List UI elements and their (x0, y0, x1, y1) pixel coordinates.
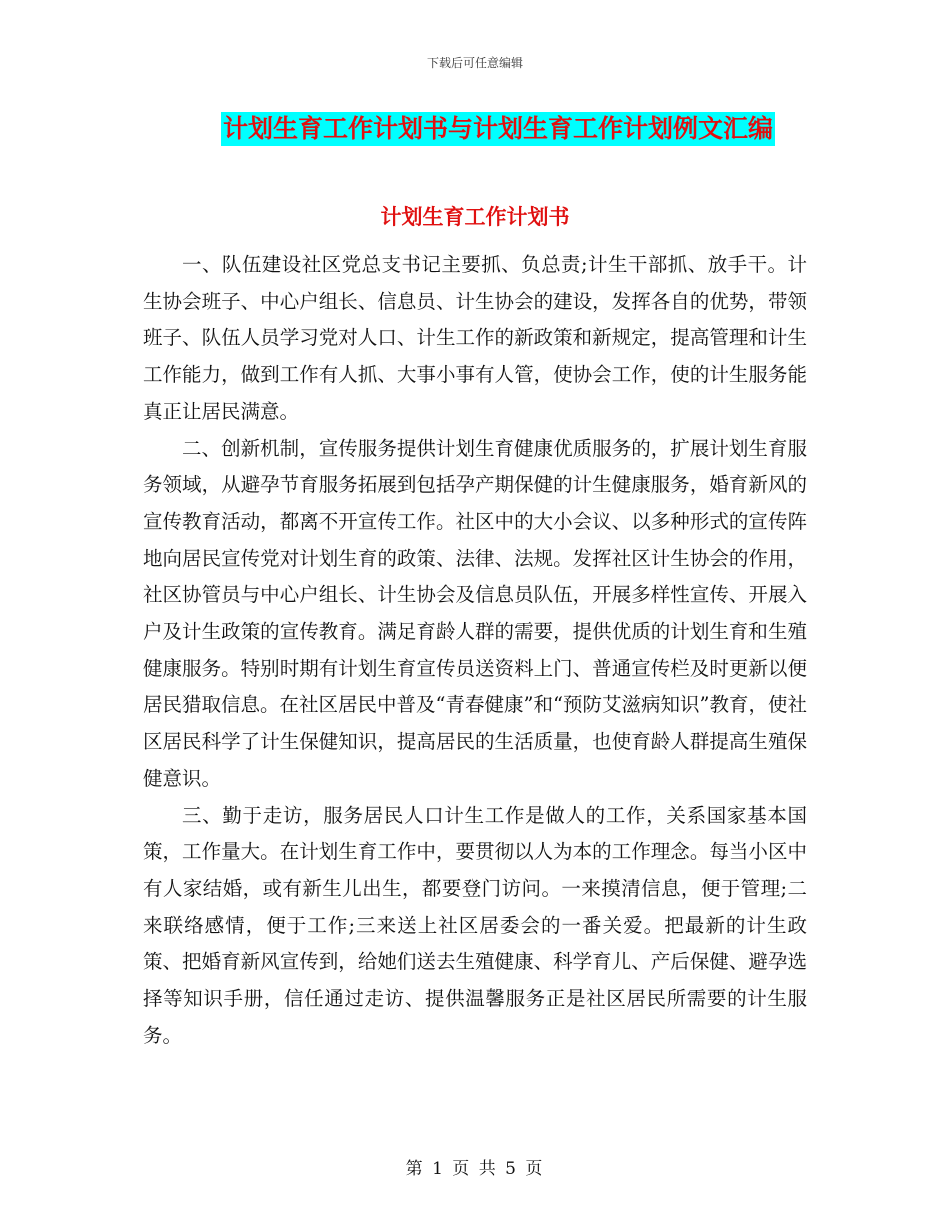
section-title: 计划生育工作计划书 (380, 205, 570, 229)
page-number-footer: 第 1 页 共 5 页 (405, 1159, 545, 1179)
paragraph-1: 一、队伍建设社区党总支书记主要抓、负总责;计生干部抓、放手干。计生协会班子、中心户组长、信息员、计生协会的建设，发挥各自的优势，带领班子、队伍人员学习党对人口、计生工作的新政策和新规定，提高管理和计生工作能力，做到工作有人抓、大事小事有人管，使协会工作，使的计生服务能真正让居民满意。 (143, 253, 807, 423)
document-body (143, 247, 807, 1054)
paragraph-3: 三、勤于走访，服务居民人口计生工作是做人的工作，关系国家基本国策，工作量大。在计划生育工作中，要贯彻以人为本的工作理念。每当小区中有人家结婚，或有新生儿出生，都要登门访问。一来摸清信息，便于管理;二来联络感情，便于工作;三来送上社区居委会的一番关爱。把最新的计生政策、把婚育新风宣传到，给她们送去生殖健康、科学育儿、产后保健、避孕选择等知识手册，信任通过走访、提供温馨服务正是社区居民所需要的计生服务。 (143, 803, 807, 1047)
header-note: 下载后可任意编辑 (426, 56, 523, 70)
paragraph-2: 二、创新机制，宣传服务提供计划生育健康优质服务的，扩展计划生育服务领域，从避孕节育服务拓展到包括孕产期保健的计生健康服务，婚育新风的宣传教育活动，都离不开宣传工作。社区中的大小会议、以多种形式的宣传阵地向居民宣传党对计划生育的政策、法律、法规。发挥社区计生协会的作用，社区协管员与中心户组长、计生协会及信息员队伍，开展多样性宣传、开展入户及计生政策的宣传教育。满足育龄人群的需要，提供优质的计划生育和生殖健康服务。特别时期有计划生育宣传员送资料上门、普通宣传栏及时更新以便居民猎取信息。在社区居民中普及“青春健康”和“预防艾滋病知识”教育，使社区居民科学了计生保健知识，提高居民的生活质量，也使育龄人群提高生殖保健意识。 (143, 436, 807, 790)
main-title: 计划生育工作计划书与计划生育工作计划例文汇编 (221, 112, 775, 146)
main-title-container (0, 112, 950, 146)
